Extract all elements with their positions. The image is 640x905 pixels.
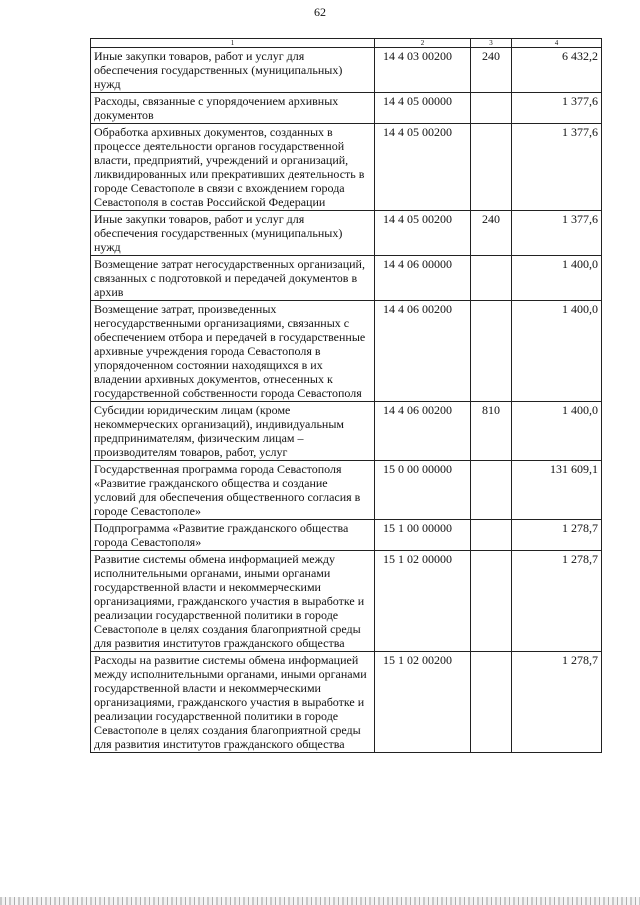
target-article-code: 14 4 05 00200 bbox=[375, 211, 471, 256]
expense-type-code: 810 bbox=[471, 402, 512, 461]
target-article-code: 14 4 06 00000 bbox=[375, 256, 471, 301]
table-row bbox=[91, 402, 602, 461]
table-row bbox=[91, 652, 602, 753]
table-row bbox=[91, 520, 602, 551]
table-row bbox=[91, 461, 602, 520]
target-article-code: 14 4 05 00000 bbox=[375, 93, 471, 124]
target-article-code: 15 1 02 00200 bbox=[375, 652, 471, 753]
expense-type-code: 240 bbox=[471, 211, 512, 256]
amount: 131 609,1 bbox=[512, 461, 602, 520]
target-article-code: 14 4 06 00200 bbox=[375, 301, 471, 402]
target-article-code: 15 1 02 00000 bbox=[375, 551, 471, 652]
expense-type-code bbox=[471, 461, 512, 520]
expense-name: Расходы, связанные с упорядочением архивных документов bbox=[91, 93, 375, 124]
amount: 1 377,6 bbox=[512, 124, 602, 211]
table-row bbox=[91, 301, 602, 402]
amount: 1 278,7 bbox=[512, 652, 602, 753]
table-row bbox=[91, 211, 602, 256]
amount: 1 278,7 bbox=[512, 520, 602, 551]
expense-type-code bbox=[471, 124, 512, 211]
expense-type-code: 240 bbox=[471, 48, 512, 93]
expense-name: Государственная программа города Севастополя «Развитие гражданского общества и создание условий для обеспечения общественного согласия в городе Севастополе» bbox=[91, 461, 375, 520]
expense-name: Иные закупки товаров, работ и услуг для обеспечения государственных (муниципальных) нужд bbox=[91, 211, 375, 256]
table-row bbox=[91, 124, 602, 211]
column-number: 2 bbox=[375, 39, 471, 48]
amount: 1 400,0 bbox=[512, 402, 602, 461]
table-row bbox=[91, 93, 602, 124]
column-number: 1 bbox=[91, 39, 375, 48]
column-number: 3 bbox=[471, 39, 512, 48]
target-article-code: 15 1 00 00000 bbox=[375, 520, 471, 551]
table-row bbox=[91, 256, 602, 301]
target-article-code: 14 4 06 00200 bbox=[375, 402, 471, 461]
amount: 1 377,6 bbox=[512, 211, 602, 256]
expense-name: Возмещение затрат, произведенных негосударственными организациями, связанных с обеспечением отбора и передачей в государственные архивные учреждения города Севастополя в упорядоченном состоянии находящихся в их владении архивных документов, отнесенных к государственной собственности города Севастополя bbox=[91, 301, 375, 402]
expense-name: Развитие системы обмена информацией между исполнительными органами, иными органами государственной власти и некоммерческими организациями, гражданского участия в выработке и реализации государственной политики в городе Севастополе в целях создания благоприятной среды для развития институтов гражданского общества bbox=[91, 551, 375, 652]
expense-type-code bbox=[471, 551, 512, 652]
column-number: 4 bbox=[512, 39, 602, 48]
table-row bbox=[91, 551, 602, 652]
column-number-row bbox=[91, 39, 602, 48]
expense-name: Расходы на развитие системы обмена информацией между исполнительными органами, иными органами государственной власти и некоммерческими организациями, гражданского участия в выработке и реализации государственной политики в городе Севастополе в целях создания благоприятной среды для развития институтов гражданского общества bbox=[91, 652, 375, 753]
expense-type-code bbox=[471, 652, 512, 753]
expense-type-code bbox=[471, 256, 512, 301]
budget-table bbox=[90, 38, 602, 753]
expense-name: Подпрограмма «Развитие гражданского общества города Севастополя» bbox=[91, 520, 375, 551]
amount: 6 432,2 bbox=[512, 48, 602, 93]
amount: 1 377,6 bbox=[512, 93, 602, 124]
expense-name: Обработка архивных документов, созданных в процессе деятельности органов государственной власти, предприятий, учреждений и организаций, ликвидированных или прекративших деятельность в городе Севастополе в связи с вхождением города Севастополя в состав Российской Федерации bbox=[91, 124, 375, 211]
expense-name: Субсидии юридическим лицам (кроме некоммерческих организаций), индивидуальным предпринимателям, физическим лицам – производителям товаров, работ, услуг bbox=[91, 402, 375, 461]
target-article-code: 14 4 05 00200 bbox=[375, 124, 471, 211]
table-row bbox=[91, 48, 602, 93]
scan-edge-artifact bbox=[0, 897, 640, 905]
target-article-code: 15 0 00 00000 bbox=[375, 461, 471, 520]
amount: 1 400,0 bbox=[512, 256, 602, 301]
expense-name: Иные закупки товаров, работ и услуг для обеспечения государственных (муниципальных) нужд bbox=[91, 48, 375, 93]
expense-type-code bbox=[471, 520, 512, 551]
page-number: 62 bbox=[314, 5, 326, 19]
expense-name: Возмещение затрат негосударственных организаций, связанных с подготовкой и передачей документов в архив bbox=[91, 256, 375, 301]
amount: 1 400,0 bbox=[512, 301, 602, 402]
target-article-code: 14 4 03 00200 bbox=[375, 48, 471, 93]
expense-type-code bbox=[471, 93, 512, 124]
expense-type-code bbox=[471, 301, 512, 402]
amount: 1 278,7 bbox=[512, 551, 602, 652]
